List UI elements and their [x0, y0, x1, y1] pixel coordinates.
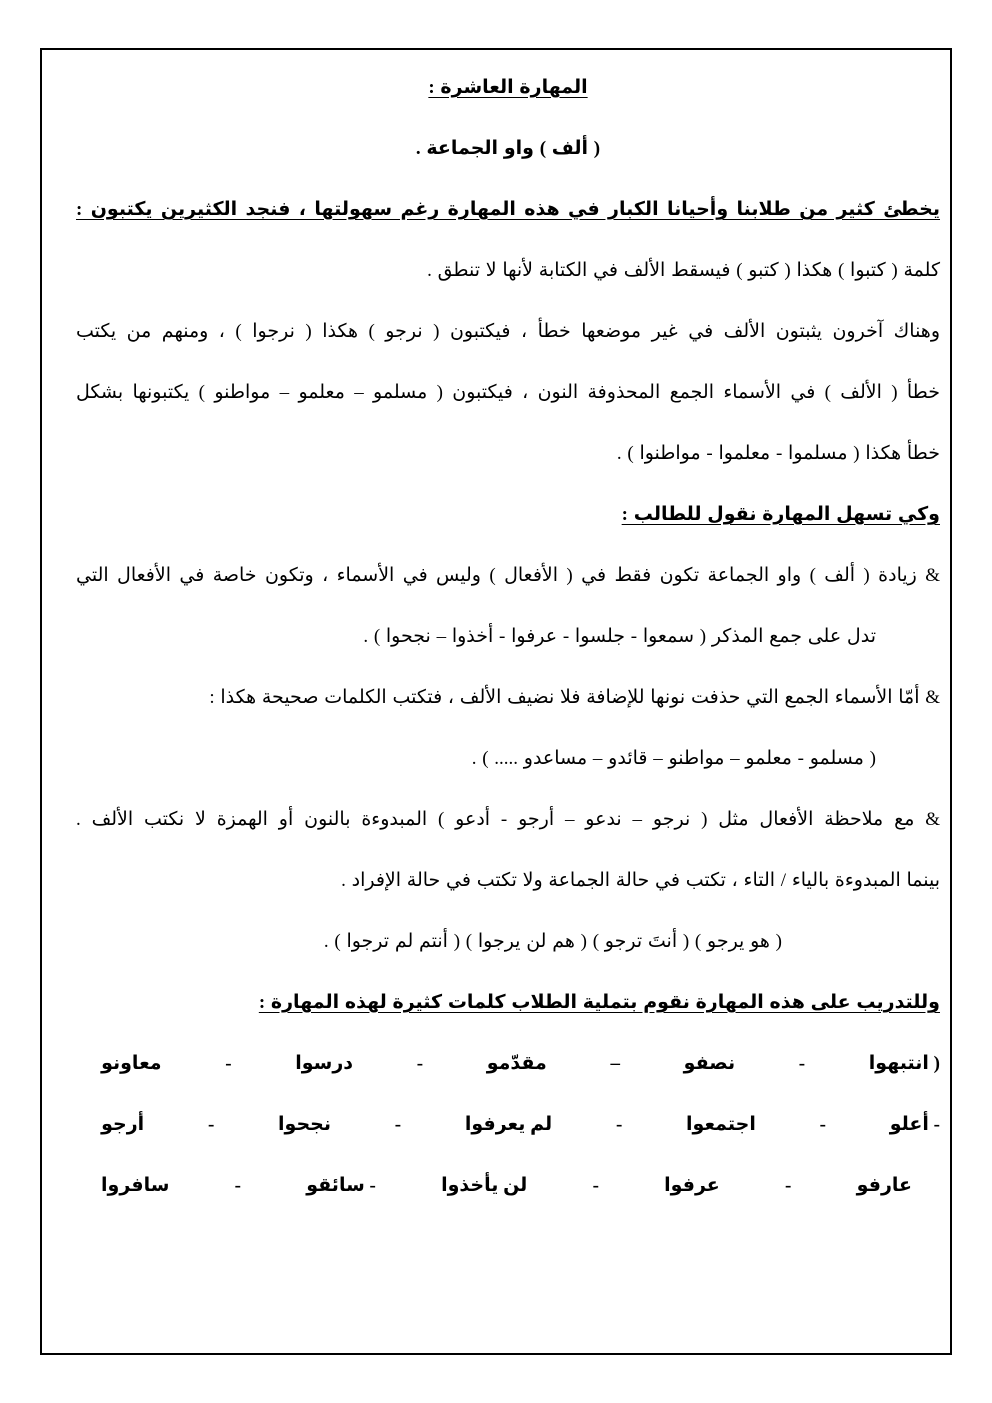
- dictation-word: ( انتبهوا: [868, 1053, 940, 1074]
- dash-separator: -: [615, 1114, 623, 1135]
- dictation-word: مقدّمو: [486, 1053, 547, 1074]
- heading-rule-for-student: وكي تسهل المهارة نقول للطالب :: [621, 504, 940, 525]
- errors-line-3: خطأ ( الألف ) في الأسماء الجمع المحذوفة النون ، فيكتبون ( مسلمو – معلمو – مواطنو ) يكتبونها بشكل: [76, 382, 940, 403]
- dictation-word: أرجو: [101, 1114, 145, 1135]
- dictation-word: لن يأخذوا: [441, 1175, 528, 1196]
- dictation-word: لم يعرفوا: [464, 1114, 553, 1135]
- dictation-word: اجتمعوا: [686, 1114, 756, 1135]
- note-2-line-2: ( مسلمو - معلمو – مواطنو – قائدو – مساعدو ..... ) .: [471, 748, 876, 769]
- note-2-line-1: & أمّا الأسماء الجمع التي حذفت نونها للإضافة فلا نضيف الألف ، فتكتب الكلمات صحيحة هكذا :: [209, 687, 940, 708]
- dash-separator: -: [785, 1175, 792, 1196]
- dash-separator: -: [234, 1175, 241, 1196]
- note-1-line-1: & زيادة ( ألف ) واو الجماعة تكون فقط في ( الأفعال ) وليس في الأسماء ، وتكون خاصة في الأفعال التي: [76, 565, 940, 586]
- dictation-word: عارفو: [856, 1175, 912, 1196]
- dash-separator: -: [394, 1114, 402, 1135]
- dash-separator: -: [819, 1114, 826, 1135]
- doc-title: المهارة العاشرة :: [428, 77, 588, 98]
- dictation-word: نجحوا: [278, 1114, 331, 1135]
- page-border-frame: [40, 48, 952, 1355]
- document-content: [76, 74, 940, 1200]
- dictation-row-1: [76, 1050, 940, 1078]
- dictation-word: نصفو: [683, 1053, 736, 1074]
- dictation-word: - أعلو: [889, 1114, 940, 1135]
- dictation-word: عرفوا: [664, 1175, 720, 1196]
- dash-separator: -: [798, 1053, 806, 1074]
- heading-training: وللتدريب على هذه المهارة نقوم بتملية الطلاب كلمات كثيرة لهذه المهارة :: [258, 992, 940, 1013]
- dictation-word: - سائقو: [306, 1175, 376, 1196]
- note-3-line-2: بينما المبدوءة بالياء / التاء ، تكتب في حالة الجماعة ولا تكتب في حالة الإفراد .: [341, 870, 940, 891]
- heading-common-errors: يخطئ كثير من طلابنا وأحيانا الكبار في هذه المهارة رغم سهولتها ، فنجد الكثيرين يكتبون :: [76, 199, 940, 220]
- dictation-row-3: [76, 1172, 940, 1200]
- note-3-line-1: & مع ملاحظة الأفعال مثل ( نرجو – ندعو – أرجو - أدعو ) المبدوءة بالنون أو الهمزة لا نكتب الألف .: [76, 809, 940, 830]
- errors-line-4: خطأ هكذا ( مسلموا - معلموا - مواطنوا ) .: [616, 443, 940, 464]
- errors-line-2: وهناك آخرون يثبتون الألف في غير موضعها خطأ ، فيكتبون ( نرجو ) هكذا ( نرجوا ) ، ومنهم من يكتب: [76, 321, 940, 342]
- dash-separator: –: [610, 1053, 620, 1074]
- dash-separator: -: [592, 1175, 599, 1196]
- note-3-examples: ( هو يرجو ) ( أنتَ ترجو ) ( هم لن يرجوا ) ( أنتم لم ترجوا ) .: [323, 931, 782, 952]
- doc-subtitle: ( ألف ) واو الجماعة .: [415, 138, 601, 159]
- errors-line-1: كلمة ( كتبوا ) هكذا ( كتبو ) فيسقط الألف في الكتابة لأنها لا تنطق .: [427, 260, 940, 281]
- dictation-row-2: [76, 1111, 940, 1139]
- dictation-word: درسوا: [295, 1053, 354, 1074]
- dash-separator: -: [225, 1053, 232, 1074]
- dictation-word: معاونو: [101, 1053, 162, 1074]
- dash-separator: -: [416, 1053, 424, 1074]
- dictation-word: سافروا: [101, 1175, 170, 1196]
- note-1-line-2: تدل على جمع المذكر ( سمعوا - جلسوا - عرفوا - أخذوا – نجحوا ) .: [363, 626, 876, 647]
- dash-separator: -: [207, 1114, 215, 1135]
